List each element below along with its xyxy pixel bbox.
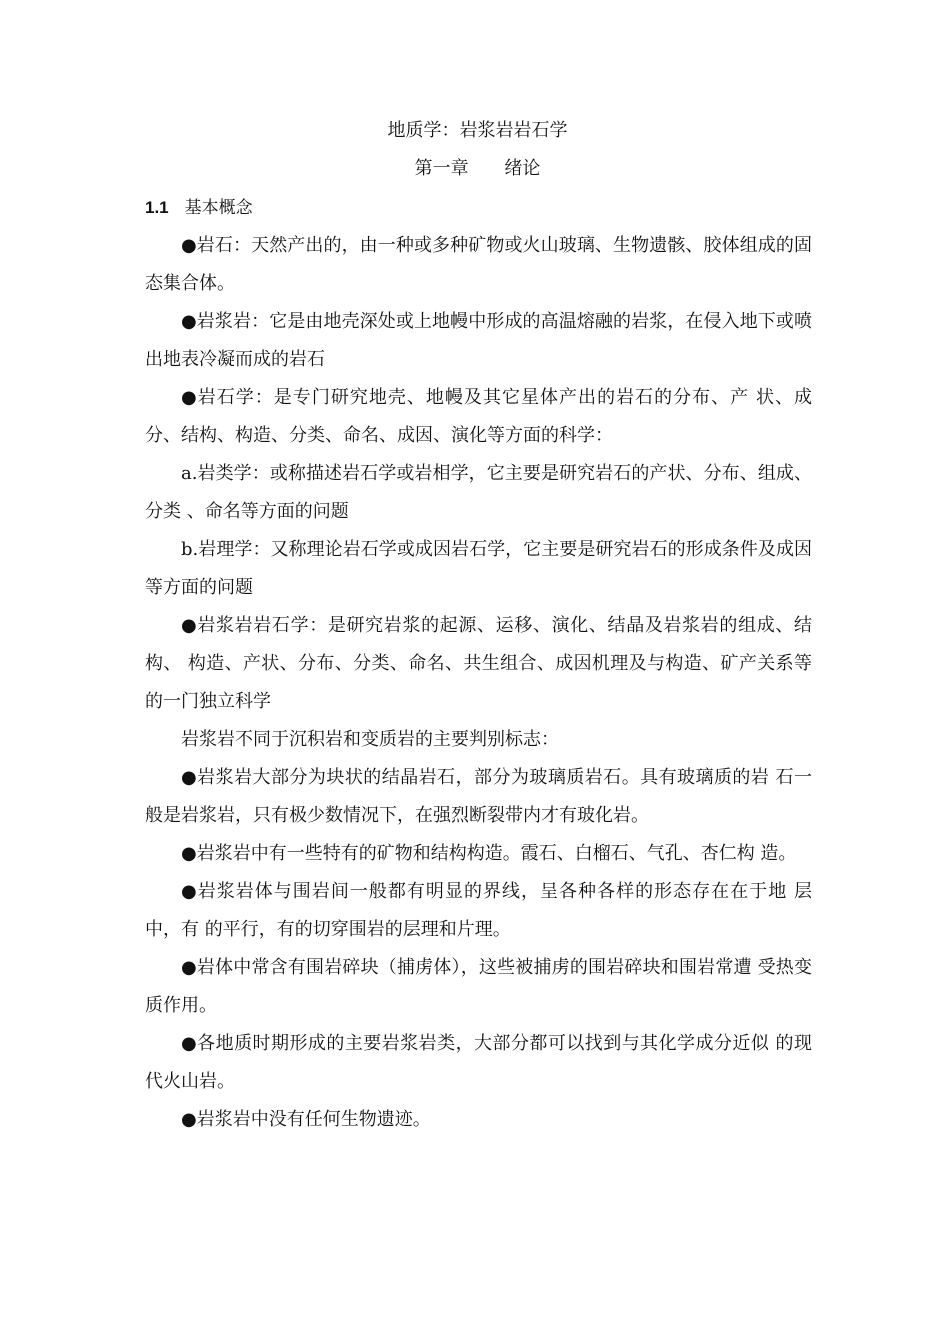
- paragraph: b.岩理学：又称理论岩石学或成因岩石学，它主要是研究岩石的形成条件及成因等方面的问题: [145, 539, 812, 598]
- paragraph: ●岩体中常含有围岩碎块（捕虏体），这些被捕虏的围岩碎块和围岩常遭 受热变质作用。: [145, 957, 812, 1016]
- document-body: [145, 227, 812, 1139]
- paragraph: a.岩类学：或称描述岩石学或岩相学，它主要是研究岩石的产状、分布、组成、分类 、命名等方面的问题: [145, 463, 812, 522]
- paragraph: ●岩浆岩大部分为块状的结晶岩石，部分为玻璃质岩石。具有玻璃质的岩 石一般是岩浆岩，只有极少数情况下，在强烈断裂带内才有玻化岩。: [145, 767, 812, 826]
- paragraph: ●岩浆岩岩石学：是研究岩浆的起源、运移、演化、结晶及岩浆岩的组成、结构、 构造、产状、分布、分类、命名、共生组合、成因机理及与构造、矿产关系等的一门独立科学: [145, 615, 812, 712]
- paragraph: ●岩浆岩：它是由地壳深处或上地幔中形成的高温熔融的岩浆，在侵入地下或喷出地表冷凝而成的岩石: [145, 311, 812, 370]
- section-heading: [145, 196, 253, 220]
- paragraph: ●岩石：天然产出的，由一种或多种矿物或火山玻璃、生物遗骸、胶体组成的固态集合体。: [145, 235, 812, 294]
- document-title: 地质学：岩浆岩岩石学: [387, 120, 568, 141]
- paragraph: ●岩石学：是专门研究地壳、地幔及其它星体产出的岩石的分布、产 状、成分、结构、构造、分类、命名、成因、演化等方面的科学：: [145, 387, 812, 446]
- paragraph: 岩浆岩不同于沉积岩和变质岩的主要判别标志：: [181, 729, 559, 750]
- paragraph: ●岩浆岩中有一些特有的矿物和结构构造。霞石、白榴石、气孔、杏仁构 造。: [181, 843, 797, 864]
- paragraph: ●各地质时期形成的主要岩浆岩类，大部分都可以找到与其化学成分近似 的现代火山岩。: [145, 1033, 812, 1092]
- section-number: 1.1: [145, 198, 169, 217]
- paragraph: ●岩浆岩体与围岩间一般都有明显的界线，呈各种各样的形态存在在于地 层中，有 的平行，有的切穿围岩的层理和片理。: [145, 881, 812, 940]
- paragraph: ●岩浆岩中没有任何生物遗迹。: [181, 1109, 431, 1130]
- chapter-heading: 第一章 绪论: [414, 158, 541, 179]
- section-title: 基本概念: [184, 198, 253, 218]
